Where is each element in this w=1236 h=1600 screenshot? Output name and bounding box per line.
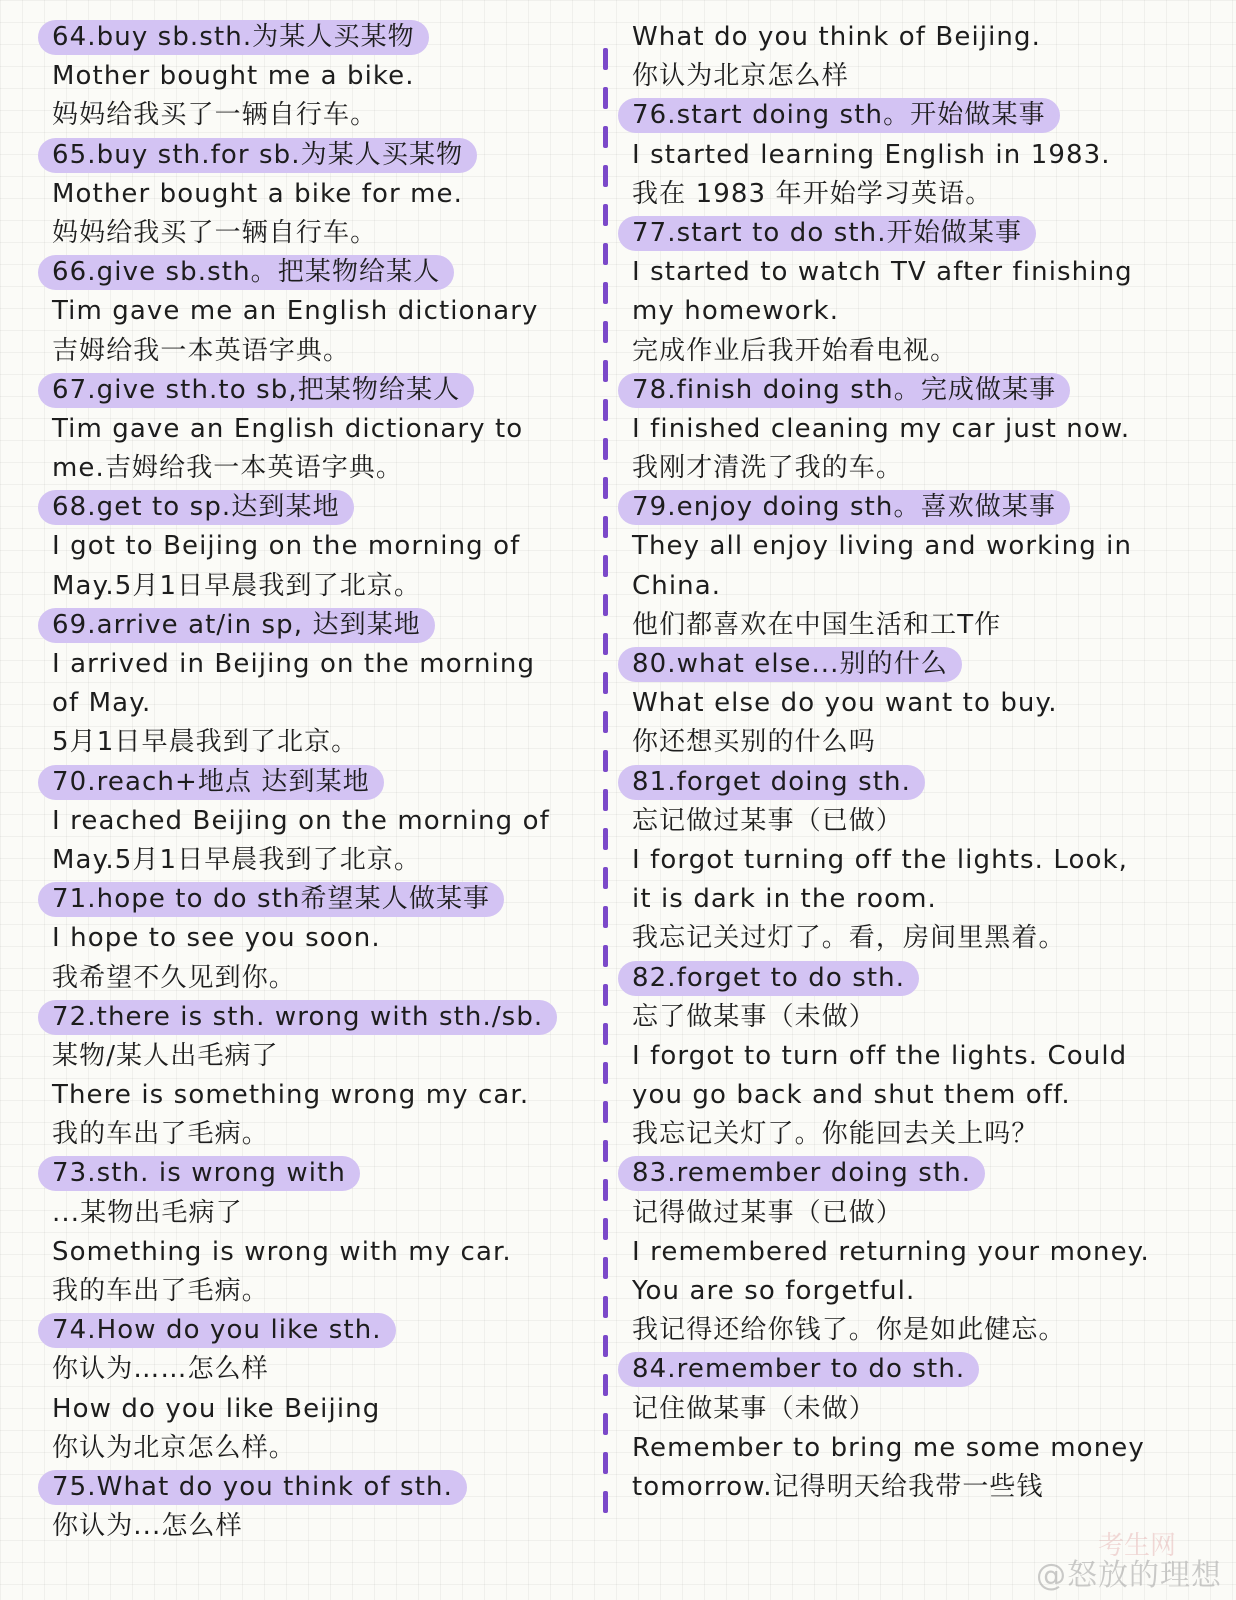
text-line (38, 684, 598, 723)
text-line-content: 我忘记关灯了。你能回去关上吗？ (632, 1119, 1039, 1150)
text-line (38, 919, 598, 958)
text-line (38, 214, 598, 253)
divider-segment (603, 1023, 608, 1045)
divider-segment (603, 594, 608, 616)
text-line-content: 我在 1983 年开始学习英语。 (632, 178, 993, 209)
divider-segment (603, 945, 608, 967)
text-line (618, 1311, 1218, 1350)
text-line (38, 567, 598, 606)
text-line-content: 吉姆给我一本英语字典。 (52, 335, 351, 366)
text-line-content: You are so forgetful. (632, 1276, 916, 1306)
divider-segment (603, 867, 608, 889)
text-line-content: I arrived in Beijing on the morning (52, 649, 536, 679)
text-line (38, 723, 598, 762)
divider-segment (603, 477, 608, 499)
text-line-content: me.吉姆给我一本英语字典。 (52, 453, 403, 484)
text-line (38, 410, 598, 449)
text-line-content: Something is wrong with my car. (52, 1236, 512, 1267)
text-line-content: I hope to see you soon. (52, 923, 381, 954)
text-line (618, 1390, 1218, 1429)
text-line (618, 1272, 1218, 1311)
text-line (38, 841, 598, 880)
phrase-heading-text: 80.what else...别的什么 (618, 647, 962, 682)
phrase-heading (38, 763, 598, 802)
divider-segment (603, 1374, 608, 1396)
text-line-content: 我刚才清洗了我的车。 (632, 453, 904, 484)
phrase-heading (38, 1154, 598, 1193)
divider-segment (603, 1491, 608, 1513)
text-line-content: 我记得还给你钱了。你是如此健忘。 (632, 1315, 1066, 1346)
phrase-heading-text: 71.hope to do sth希望某人做某事 (38, 882, 504, 917)
text-line-content: 你认为……怎么样 (52, 1354, 269, 1385)
text-line-content: What do you think of Beijing. (632, 22, 1041, 52)
text-line (618, 1115, 1218, 1154)
divider-segment (603, 48, 608, 70)
text-line (618, 449, 1218, 488)
text-line (618, 332, 1218, 371)
phrase-heading (618, 1350, 1218, 1389)
phrase-heading-text: 79.enjoy doing sth。喜欢做某事 (618, 490, 1070, 525)
text-line (38, 96, 598, 135)
divider-segment (603, 1413, 608, 1435)
text-line-content: my homework. (632, 296, 840, 327)
divider-segment (603, 165, 608, 187)
text-line (38, 292, 598, 331)
phrase-heading (38, 488, 598, 527)
text-line (38, 802, 598, 841)
divider-segment (603, 1218, 608, 1240)
text-line (38, 1115, 598, 1154)
divider-segment (603, 906, 608, 928)
text-line-content: I remembered returning your money. (632, 1236, 1150, 1267)
phrase-heading-text: 70.reach+地点 达到某地 (38, 765, 384, 800)
text-line-content: 你还想买别的什么吗 (632, 727, 876, 758)
text-line (618, 57, 1218, 96)
text-line-content: 某物/某人出毛病了 (52, 1040, 279, 1071)
text-line-content: Mother bought me a bike. (52, 61, 415, 92)
text-line (38, 332, 598, 371)
text-line-content: 完成作业后我开始看电视。 (632, 335, 958, 366)
phrase-heading-text: 81.forget doing sth. (618, 765, 925, 800)
divider-segment (603, 438, 608, 460)
phrase-heading (618, 1154, 1218, 1193)
text-line-content: 5月1日早晨我到了北京。 (52, 727, 359, 758)
phrase-heading (618, 214, 1218, 253)
text-line-content: 他们都喜欢在中国生活和工T作 (632, 609, 1002, 640)
text-line-content: Tim gave an English dictionary to (52, 413, 524, 444)
text-line (38, 1350, 598, 1389)
text-line-content: What else do you want to buy. (632, 688, 1058, 719)
divider-segment (603, 828, 608, 850)
divider-segment (603, 282, 608, 304)
divider-segment (603, 1101, 608, 1123)
divider-segment (603, 1296, 608, 1318)
divider-segment (603, 1179, 608, 1201)
text-line (618, 1076, 1218, 1115)
text-line (618, 1468, 1218, 1507)
text-line-content: May.5月1日早晨我到了北京。 (52, 570, 421, 601)
phrase-heading-text: 65.buy sth.for sb.为某人买某物 (38, 138, 477, 173)
phrase-heading (618, 488, 1218, 527)
divider-segment (603, 711, 608, 733)
text-line-content: I started learning English in 1983. (632, 139, 1111, 170)
divider-segment (603, 789, 608, 811)
divider-segment (603, 633, 608, 655)
phrase-heading-text: 84.remember to do sth. (618, 1352, 979, 1387)
text-line-content: of May. (52, 688, 152, 719)
text-line (38, 1194, 598, 1233)
text-line (618, 175, 1218, 214)
text-line-content: 记得做过某事（已做） (632, 1197, 904, 1228)
phrase-heading-text: 72.there is sth. wrong with sth./sb. (38, 1000, 557, 1035)
divider-segment (603, 516, 608, 538)
text-line-content: There is something wrong my car. (52, 1080, 530, 1111)
text-line (38, 1233, 598, 1272)
text-line (38, 645, 598, 684)
text-line-content: Remember to bring me some money (632, 1432, 1145, 1463)
text-line-content: May.5月1日早晨我到了北京。 (52, 844, 421, 875)
text-line-content: I forgot to turn off the lights. Could (632, 1040, 1128, 1071)
weibo-watermark: @怒放的理想 (1036, 1558, 1222, 1593)
phrase-heading-text: 64.buy sb.sth.为某人买某物 (38, 20, 429, 55)
text-line (38, 527, 598, 566)
phrase-heading (38, 1468, 598, 1507)
phrase-heading-text: 67.give sth.to sb,把某物给某人 (38, 373, 474, 408)
text-line (38, 175, 598, 214)
phrase-heading (618, 371, 1218, 410)
text-line-content: 记住做某事（未做） (632, 1393, 876, 1424)
divider-segment (603, 1335, 608, 1357)
text-line-content: 忘记做过某事（已做） (632, 805, 904, 836)
text-line (618, 1429, 1218, 1468)
text-line-content: I reached Beijing on the morning of (52, 805, 550, 836)
divider-segment (603, 1452, 608, 1474)
text-line-content: 你认为...怎么样 (52, 1511, 243, 1542)
phrase-heading-text: 83.remember doing sth. (618, 1156, 985, 1191)
text-line (618, 1233, 1218, 1272)
divider-segment (603, 126, 608, 148)
text-line (38, 1272, 598, 1311)
divider-segment (603, 750, 608, 772)
text-line-content: China. (632, 570, 722, 601)
text-line-content: 忘了做某事（未做） (632, 1001, 876, 1032)
phrase-heading (618, 96, 1218, 135)
text-line-content: 妈妈给我买了一辆自行车。 (52, 217, 378, 248)
text-line-content: 妈妈给我买了一辆自行车。 (52, 100, 378, 131)
text-line (618, 802, 1218, 841)
text-line-content: 我希望不久见到你。 (52, 962, 296, 993)
divider-segment (603, 1140, 608, 1162)
text-line-content: I started to watch TV after finishing (632, 257, 1133, 288)
phrase-heading (38, 998, 598, 1037)
phrase-heading (618, 645, 1218, 684)
text-line (618, 567, 1218, 606)
phrase-heading-text: 76.start doing sth。开始做某事 (618, 98, 1060, 133)
text-line (38, 1037, 598, 1076)
phrase-heading-text: 68.get to sp.达到某地 (38, 490, 354, 525)
phrase-heading-text: 82.forget to do sth. (618, 961, 919, 996)
phrase-heading (38, 880, 598, 919)
text-line (38, 959, 598, 998)
text-line (618, 136, 1218, 175)
text-line (618, 841, 1218, 880)
divider-segment (603, 243, 608, 265)
phrase-heading-text: 73.sth. is wrong with (38, 1156, 360, 1191)
text-line (618, 410, 1218, 449)
phrase-heading (38, 606, 598, 645)
text-line (618, 606, 1218, 645)
text-line-content: Tim gave me an English dictionary (52, 296, 539, 327)
phrase-heading (38, 18, 598, 57)
site-logo-watermark: 考生网 (1097, 1531, 1176, 1561)
divider-segment (603, 984, 608, 1006)
text-line (618, 684, 1218, 723)
phrase-heading-text: 77.start to do sth.开始做某事 (618, 216, 1036, 251)
text-line-content: I got to Beijing on the morning of (52, 531, 521, 562)
phrase-heading-text: 75.What do you think of sth. (38, 1470, 467, 1505)
divider-segment (603, 1257, 608, 1279)
text-line-content: I finished cleaning my car just now. (632, 413, 1131, 444)
text-line (618, 723, 1218, 762)
text-line (618, 18, 1218, 57)
phrase-heading (38, 253, 598, 292)
text-line-content: 你认为北京怎么样。 (52, 1432, 296, 1463)
phrase-heading (38, 1311, 598, 1350)
divider-segment (603, 360, 608, 382)
text-line (618, 1037, 1218, 1076)
text-line (38, 1076, 598, 1115)
text-line (38, 1429, 598, 1468)
text-line-content: it is dark in the room. (632, 884, 937, 915)
text-line-content: ...某物出毛病了 (52, 1197, 243, 1228)
right-column (618, 18, 1218, 1507)
text-line-content: 我的车出了毛病。 (52, 1276, 269, 1306)
text-line-content: 我忘记关过灯了。看，房间里黑着。 (632, 923, 1066, 954)
text-line-content: you go back and shut them off. (632, 1080, 1071, 1111)
text-line (618, 253, 1218, 292)
divider-segment (603, 399, 608, 421)
phrase-heading (38, 371, 598, 410)
phrase-heading-text: 69.arrive at/in sp, 达到某地 (38, 608, 435, 643)
text-line (618, 998, 1218, 1037)
text-line (38, 449, 598, 488)
text-line-content: They all enjoy living and working in (632, 531, 1133, 562)
text-line-content: How do you like Beijing (52, 1393, 381, 1424)
text-line (618, 880, 1218, 919)
text-line (618, 1194, 1218, 1233)
text-line (618, 919, 1218, 958)
text-line-content: Mother bought a bike for me. (52, 178, 464, 209)
phrase-heading-text: 66.give sb.sth。把某物给某人 (38, 255, 454, 290)
text-line-content: 我的车出了毛病。 (52, 1119, 269, 1150)
divider-segment (603, 204, 608, 226)
text-line-content: 你认为北京怎么样 (632, 61, 849, 92)
phrase-heading-text: 78.finish doing sth。完成做某事 (618, 373, 1070, 408)
divider-segment (603, 321, 608, 343)
text-line (38, 1507, 598, 1546)
divider-segment (603, 87, 608, 109)
text-line (618, 292, 1218, 331)
text-line-content: tomorrow.记得明天给我带一些钱 (632, 1471, 1044, 1502)
phrase-heading (618, 959, 1218, 998)
text-line (618, 527, 1218, 566)
left-column (38, 18, 598, 1546)
text-line (38, 57, 598, 96)
phrase-heading (38, 136, 598, 175)
phrase-heading (618, 763, 1218, 802)
phrase-heading-text: 74.How do you like sth. (38, 1313, 396, 1348)
divider-segment (603, 555, 608, 577)
divider-segment (603, 672, 608, 694)
text-line-content: I forgot turning off the lights. Look, (632, 844, 1129, 875)
text-line (38, 1390, 598, 1429)
divider-segment (603, 1062, 608, 1084)
